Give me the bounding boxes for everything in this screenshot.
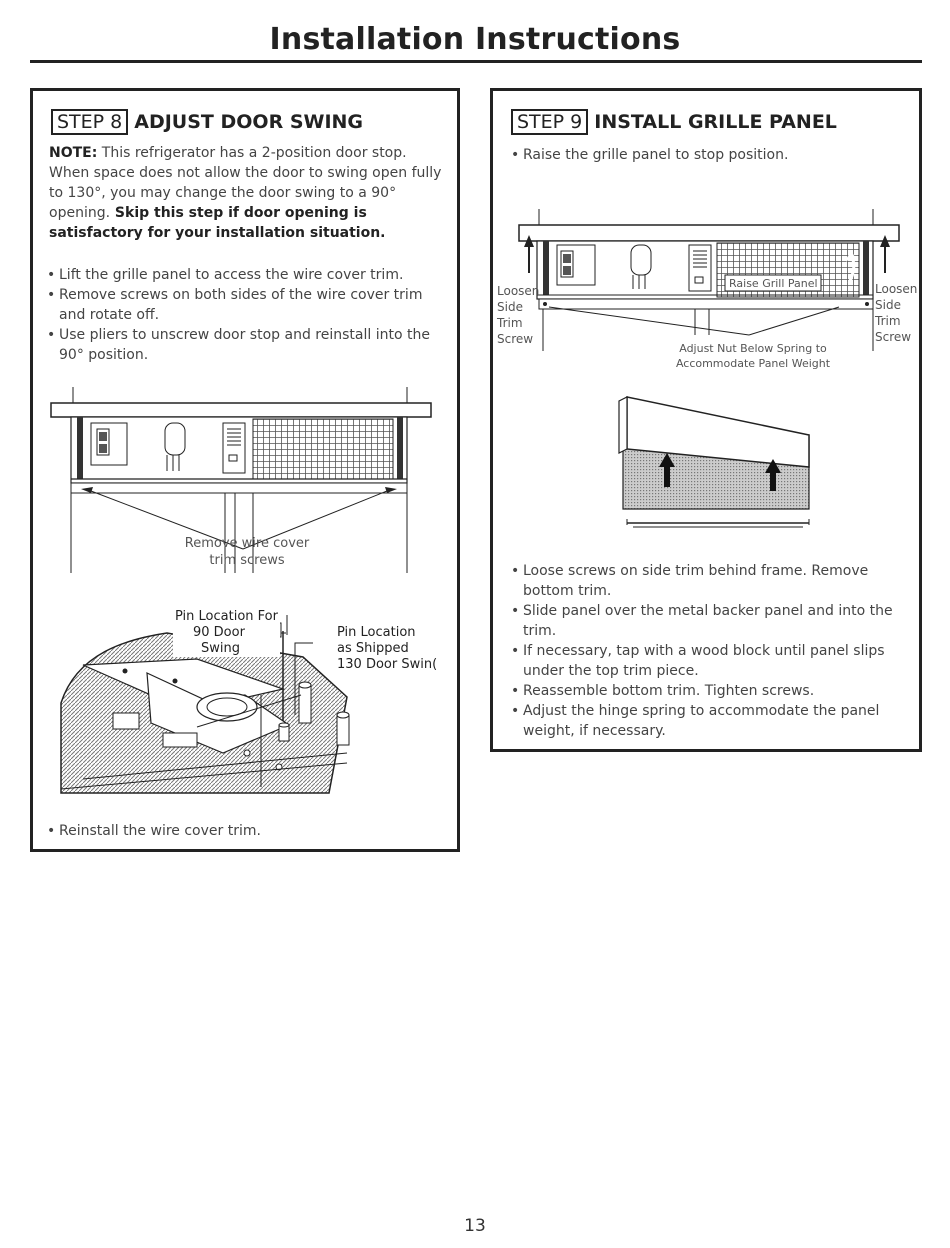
list-item: • Use pliers to unscrew door stop and reinstall into the 90° position. <box>47 325 447 365</box>
outlet-icon <box>97 429 109 455</box>
pin-90-line2: 90 Door <box>193 625 245 640</box>
loosen-right-line3: Trim <box>875 314 901 328</box>
loosen-right-line2: Side <box>875 298 901 312</box>
pin-130-line3: 130 Door Swin( <box>337 657 438 672</box>
pin-130-line2: as Shipped <box>337 641 409 656</box>
list-item: • Remove screws on both sides of the wire cover trim and rotate off. <box>47 285 447 325</box>
note-label: NOTE: <box>49 145 98 161</box>
loosen-right-line1: Loosen <box>875 282 918 296</box>
step9-tag: STEP 9 <box>511 109 588 135</box>
figure1-caption <box>47 535 447 569</box>
note-bold: Skip this step if door opening is satisfactory for your installation situation. <box>49 205 386 241</box>
page-number: 13 <box>464 1216 486 1236</box>
pin-90-label <box>173 609 280 657</box>
loosen-right-line4: Screw <box>875 330 912 344</box>
list-item: • Adjust the hinge spring to accommodate the panel weight, if necessary. <box>511 701 907 741</box>
grille-panel-figure <box>613 391 813 541</box>
loosen-left-line4: Screw <box>497 332 534 346</box>
list-item: • Reinstall the wire cover trim. <box>47 821 447 841</box>
pin-130-line1: Pin Location <box>337 625 416 640</box>
pin-90-line3: Swing <box>201 641 240 656</box>
adjust-line2: Accommodate Panel Weight <box>675 357 831 370</box>
pin-90-line1: Pin Location For <box>175 609 278 624</box>
step9-title: INSTALL GRILLE PANEL <box>594 111 837 133</box>
pin-130-label <box>335 625 439 673</box>
loosen-left-line2: Side <box>497 300 523 314</box>
page-title: Installation Instructions <box>269 22 681 57</box>
list-item: • Raise the grille panel to stop position. <box>511 145 911 165</box>
title-rule <box>30 60 922 63</box>
loosen-left-line1: Loosen <box>497 284 540 298</box>
step8-final-bullet <box>47 821 447 841</box>
list-item: • Slide panel over the metal backer panel and into the trim. <box>511 601 907 641</box>
step9-panel <box>490 88 922 752</box>
step9-intro <box>511 145 911 165</box>
list-item: • If necessary, tap with a wood block until panel slips under the top trim piece. <box>511 641 907 681</box>
list-item: • Reassemble bottom trim. Tighten screws. <box>511 681 907 701</box>
figure1-caption-line2: trim screws <box>209 553 285 568</box>
step8-bullets <box>47 265 447 365</box>
raise-grill-label: Raise Grill Panel <box>729 277 818 290</box>
loosen-right-label <box>875 281 917 345</box>
step8-note <box>49 143 449 243</box>
list-item: • Lift the grille panel to access the wire cover trim. <box>47 265 447 285</box>
loosen-left-line3: Trim <box>497 316 523 330</box>
step8-heading <box>51 111 363 133</box>
step9-heading <box>511 111 837 133</box>
note-text: This refrigerator has a 2-position door stop. When space does not allow the door to swing open fully to 130°, you may change the door swing to a 90° opening. <box>49 145 442 221</box>
step8-panel <box>30 88 460 852</box>
step8-title: ADJUST DOOR SWING <box>134 111 364 133</box>
outlet-icon <box>561 251 573 277</box>
loosen-left-label <box>497 283 539 347</box>
step8-tag: STEP 8 <box>51 109 128 135</box>
step9-bullets <box>511 561 907 741</box>
figure1-caption-line1: Remove wire cover <box>184 536 310 551</box>
list-item: • Loose screws on side trim behind frame. Remove bottom trim. <box>511 561 907 601</box>
adjust-nut-label <box>643 341 863 371</box>
adjust-line1: Adjust Nut Below Spring to <box>679 342 827 355</box>
